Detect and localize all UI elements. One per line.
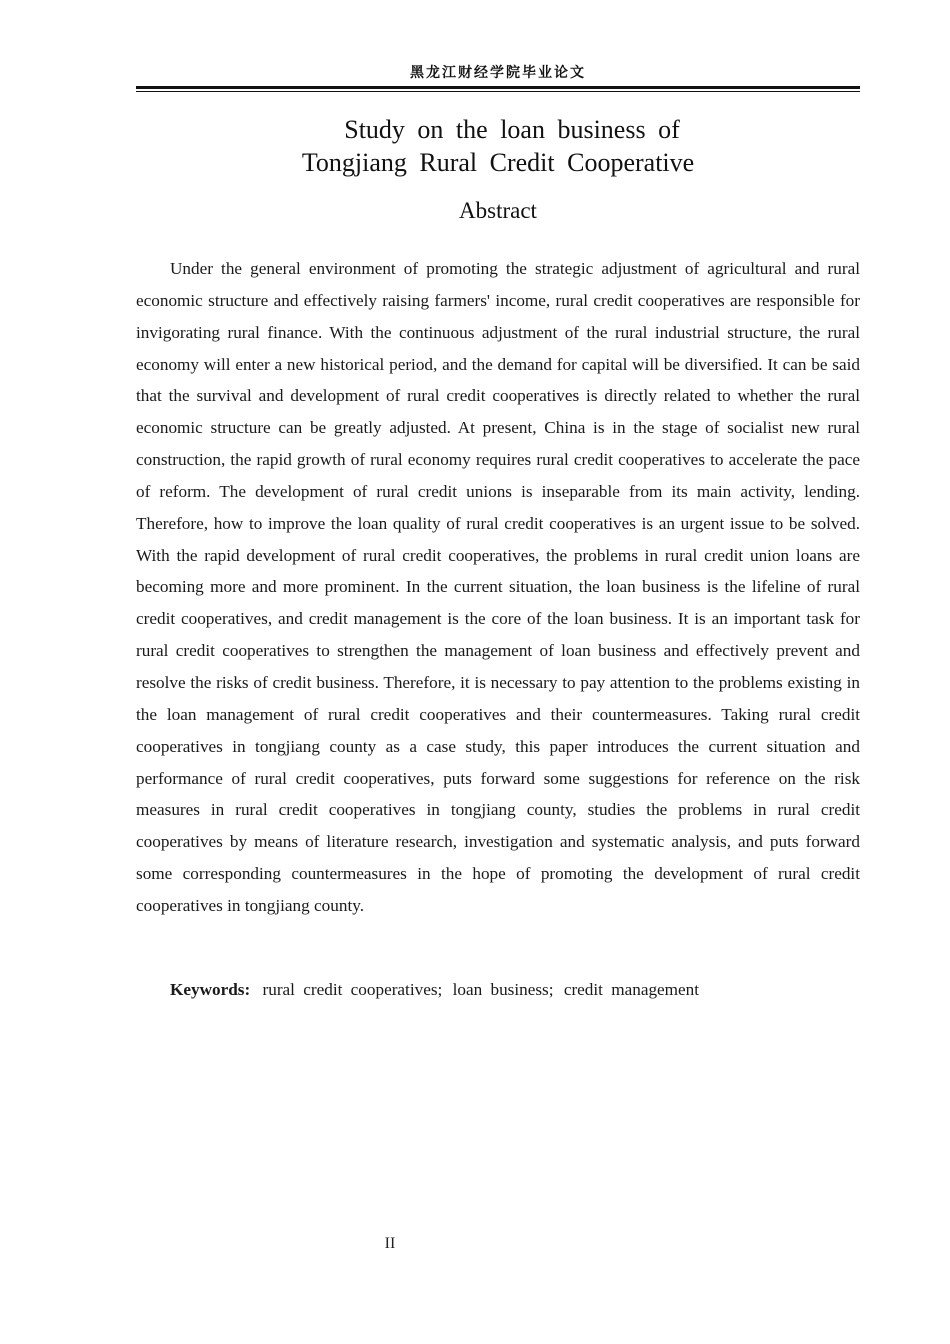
header-rule-thick [136,86,860,89]
paper-title [136,113,860,179]
keyword-item: credit management [563,980,700,999]
abstract-heading: Abstract [459,198,537,223]
keyword-item: loan business; [452,980,554,999]
header-rule-thin [136,91,860,92]
keywords-label: Keywords: [170,980,251,999]
keywords-line [170,976,860,1004]
keyword-item: rural credit cooperatives; [262,980,443,999]
title-line-2: Tongjiang Rural Credit Cooperative [301,148,695,177]
page-number: II [384,1235,396,1252]
abstract-body: Under the general environment of promoting the strategic adjustment of agricultural and rural economic structure and effectively raising farmers' income, rural credit cooperatives are responsible for invigorating rural finance. With the continuous adjustment of the rural industrial structure, the rural economy will enter a new historical period, and the demand for capital will be diversified. It can be said that the survival and development of rural credit cooperatives is directly related to whether the rural economic structure can be greatly adjusted. At present, China is in the stage of socialist new rural construction, the rapid growth of rural economy requires rural credit cooperatives to accelerate the pace of reform. The development of rural credit unions is inseparable from its main activity, lending. Therefore, how to improve the loan quality of rural credit cooperatives is an urgent issue to be solved. With the rapid development of rural credit cooperatives, the problems in rural credit union loans are becoming more and more prominent. In the current situation, the loan business is the lifeline of rural credit cooperatives, and credit management is the core of the loan business. It is an important task for rural credit cooperatives to strengthen the management of loan business and effectively prevent and resolve the risks of credit business. Therefore, it is necessary to pay attention to the problems existing in the loan management of rural credit cooperatives and their countermeasures. Taking rural credit cooperatives in tongjiang county as a case study, this paper introduces the current situation and performance of rural credit cooperatives, puts forward some suggestions for reference on the risk measures in rural credit cooperatives in tongjiang county, studies the problems in rural credit cooperatives by means of literature research, investigation and systematic analysis, and puts forward some corresponding countermeasures in the hope of promoting the development of rural credit cooperatives in tongjiang county. [136,259,860,915]
running-header: 黑龙江财经学院毕业论文 [410,65,586,81]
title-line-1: Study on the loan business of [344,115,680,144]
